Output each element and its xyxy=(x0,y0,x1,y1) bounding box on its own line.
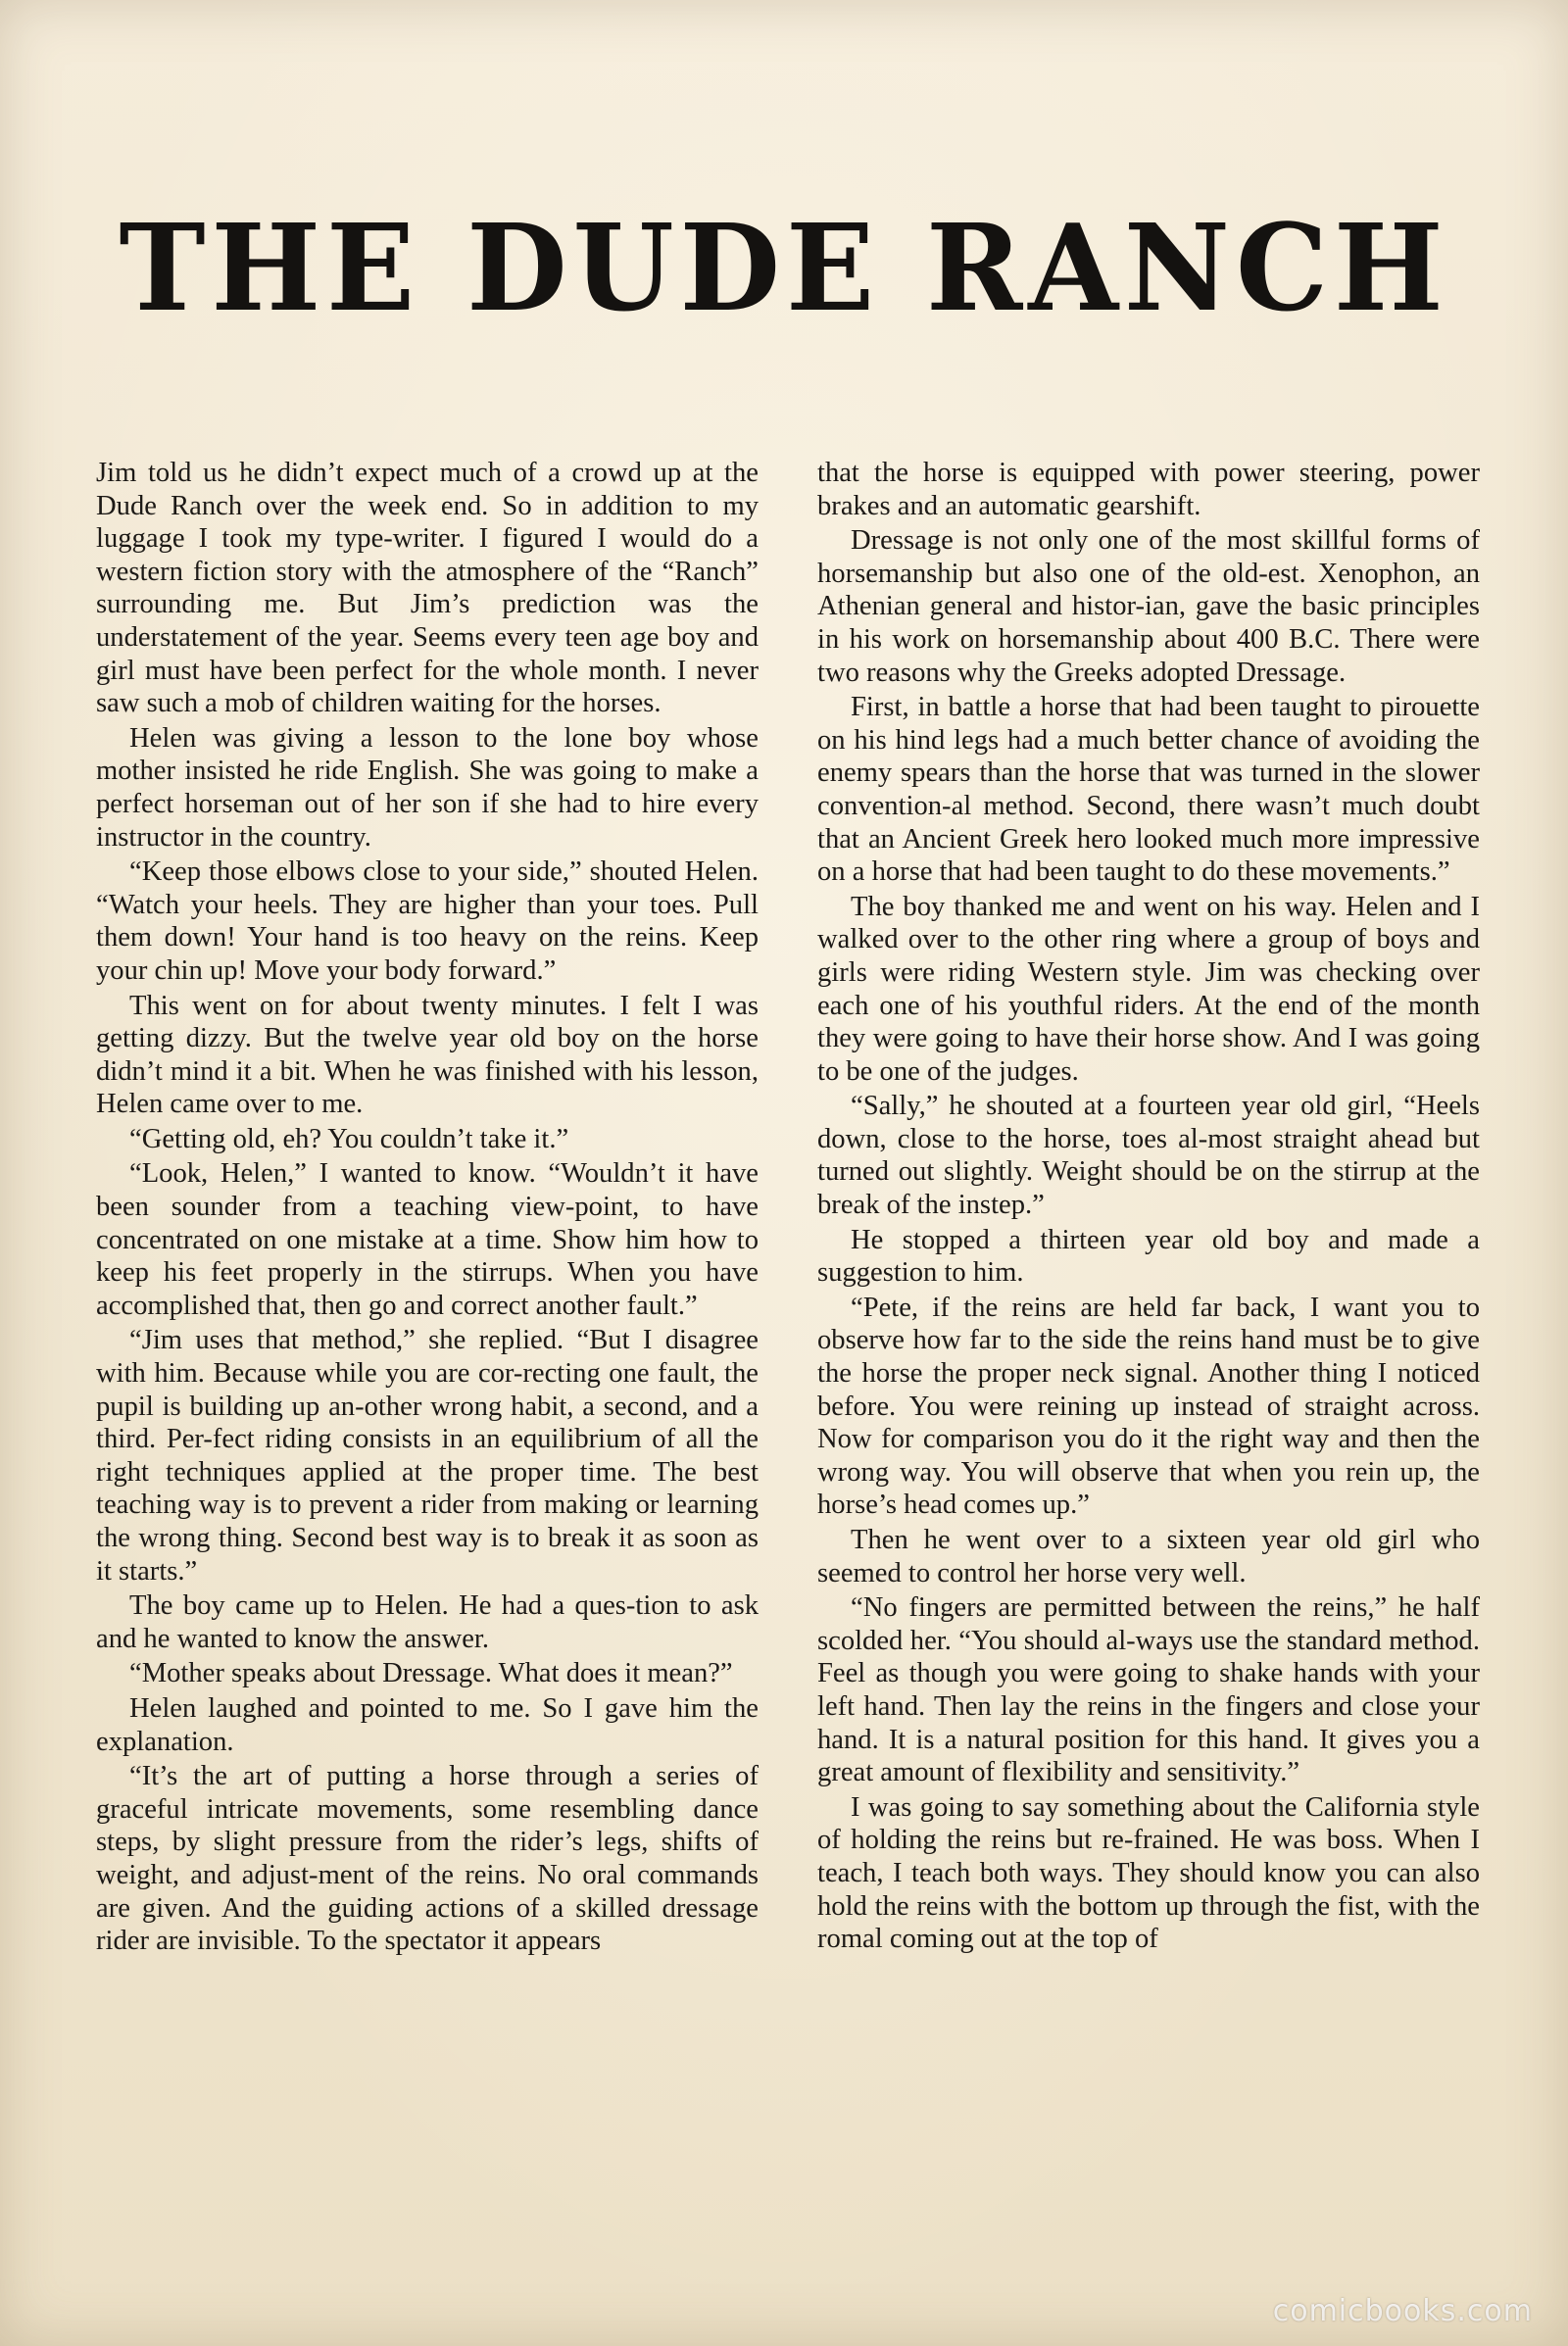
paragraph: Helen laughed and pointed to me. So I gave him the explanation. xyxy=(96,1692,759,1757)
right-column xyxy=(817,457,1480,1958)
paragraph: This went on for about twenty minutes. I felt I was getting dizzy. But the twelve year old boy on the horse didn’t mind it a bit. When he was finished with his lesson, Helen came over to me. xyxy=(96,990,759,1120)
paragraph: The boy came up to Helen. He had a ques-tion to ask and he wanted to know the answer. xyxy=(96,1590,759,1654)
page-title: THE DUDE RANCH xyxy=(119,197,1449,338)
paragraph: “Keep those elbows close to your side,” shouted Helen. “Watch your heels. They are higher than your toes. Pull them down! Your hand is too heavy on the reins. Keep your chin up! Move your body forward.” xyxy=(96,856,759,986)
paragraph: The boy thanked me and went on his way. Helen and I walked over to the other ring where a group of boys and girls were riding Western style. Jim was checking over each one of his youthful riders. At the end of the month they were going to have their horse show. And I was going to be one of the judges. xyxy=(817,891,1480,1087)
paragraph: Dressage is not only one of the most skillful forms of horsemanship but also one of the old-est. Xenophon, an Athenian general and histor-ian, gave the basic principles in his work on horsemanship about 400 B.C. There were two reasons why the Greeks adopted Dressage. xyxy=(817,525,1480,688)
paragraph: I was going to say something about the California style of holding the reins but re-frained. He was boss. When I teach, I teach both ways. They should know you can also hold the reins with the bottom up through the fist, with the romal coming out at the top of xyxy=(817,1791,1480,1955)
paragraph: Then he went over to a sixteen year old girl who seemed to control her horse very well. xyxy=(817,1525,1480,1588)
paragraph: He stopped a thirteen year old boy and made a suggestion to him. xyxy=(817,1224,1480,1289)
paragraph: “Mother speaks about Dressage. What does it mean?” xyxy=(129,1658,733,1689)
paragraph: “Jim uses that method,” she replied. “But I disagree with him. Because while you are cor-recting one fault, the pupil is building up an-other wrong habit, a second, and a third. Per-fect riding consists in an equilibrium of all the right techniques applied at the proper time. The best teaching way is to prevent a rider from making or learning the wrong thing. Second best way is to break it as soon as it starts.” xyxy=(96,1325,759,1587)
paragraph: “Look, Helen,” I wanted to know. “Wouldn’t it have been sounder from a teaching view-point, to have concentrated on one mistake at a time. Show him how to keep his feet properly in the stirrups. When you have accomplished that, then go and correct another fault.” xyxy=(96,1158,759,1321)
paragraph: “Sally,” he shouted at a fourteen year old girl, “Heels down, close to the horse, toes al-most straight ahead but turned out slightly. Weight should be on the stirrup at the break of the instep.” xyxy=(817,1091,1480,1221)
paragraph: that the horse is equipped with power steering, power brakes and an automatic gearshift. xyxy=(817,458,1480,521)
paragraph: Jim told us he didn’t expect much of a crowd up at the Dude Ranch over the week end. So in addition to my luggage I took my type-writer. I figured I would do a western fiction story with the atmosphere of the “Ranch” surrounding me. But Jim’s prediction was the understatement of the year. Seems every teen age boy and girl must have been perfect for the whole month. I never saw such a mob of children waiting for the horses. xyxy=(96,458,759,719)
paragraph: First, in battle a horse that had been taught to pirouette on his hind legs had a much better chance of avoiding the enemy spears than the horse that was turned in the slower convention-al method. Second, there wasn’t much doubt that an Ancient Greek hero looked much more impressive on a horse that had been taught to do these movements.” xyxy=(817,692,1480,888)
paragraph: “Getting old, eh? You couldn’t take it.” xyxy=(129,1123,569,1154)
left-column xyxy=(96,457,759,1960)
paragraph: Helen was giving a lesson to the lone boy whose mother insisted he ride English. She was going to make a perfect horseman out of her son if she had to hire every instructor in the country. xyxy=(96,722,759,853)
paragraph: “Pete, if the reins are held far back, I want you to observe how far to the side the reins hand must be to give the horse the proper neck signal. Another thing I noticed before. You were reining up instead of straight across. Now for comparison you do it the right way and then the wrong way. You will observe that when you rein up, the horse’s head comes up.” xyxy=(817,1292,1480,1521)
watermark: comicbooks.com xyxy=(1272,2294,1533,2328)
paragraph: “It’s the art of putting a horse through a series of graceful intricate movements, some resembling dance steps, by slight pressure from the rider’s legs, shifts of weight, and adjust-ment of the reins. No oral commands are given. And the guiding actions of a skilled dressage rider are invisible. To the spectator it appears xyxy=(96,1761,759,1957)
paragraph: “No fingers are permitted between the reins,” he half scolded her. “You should al-ways use the standard method. Feel as though you were going to shake hands with your left hand. Then lay the reins in the fingers and close your hand. It is a natural position for this hand. It gives you a great amount of flexibility and sensitivity.” xyxy=(817,1592,1480,1788)
